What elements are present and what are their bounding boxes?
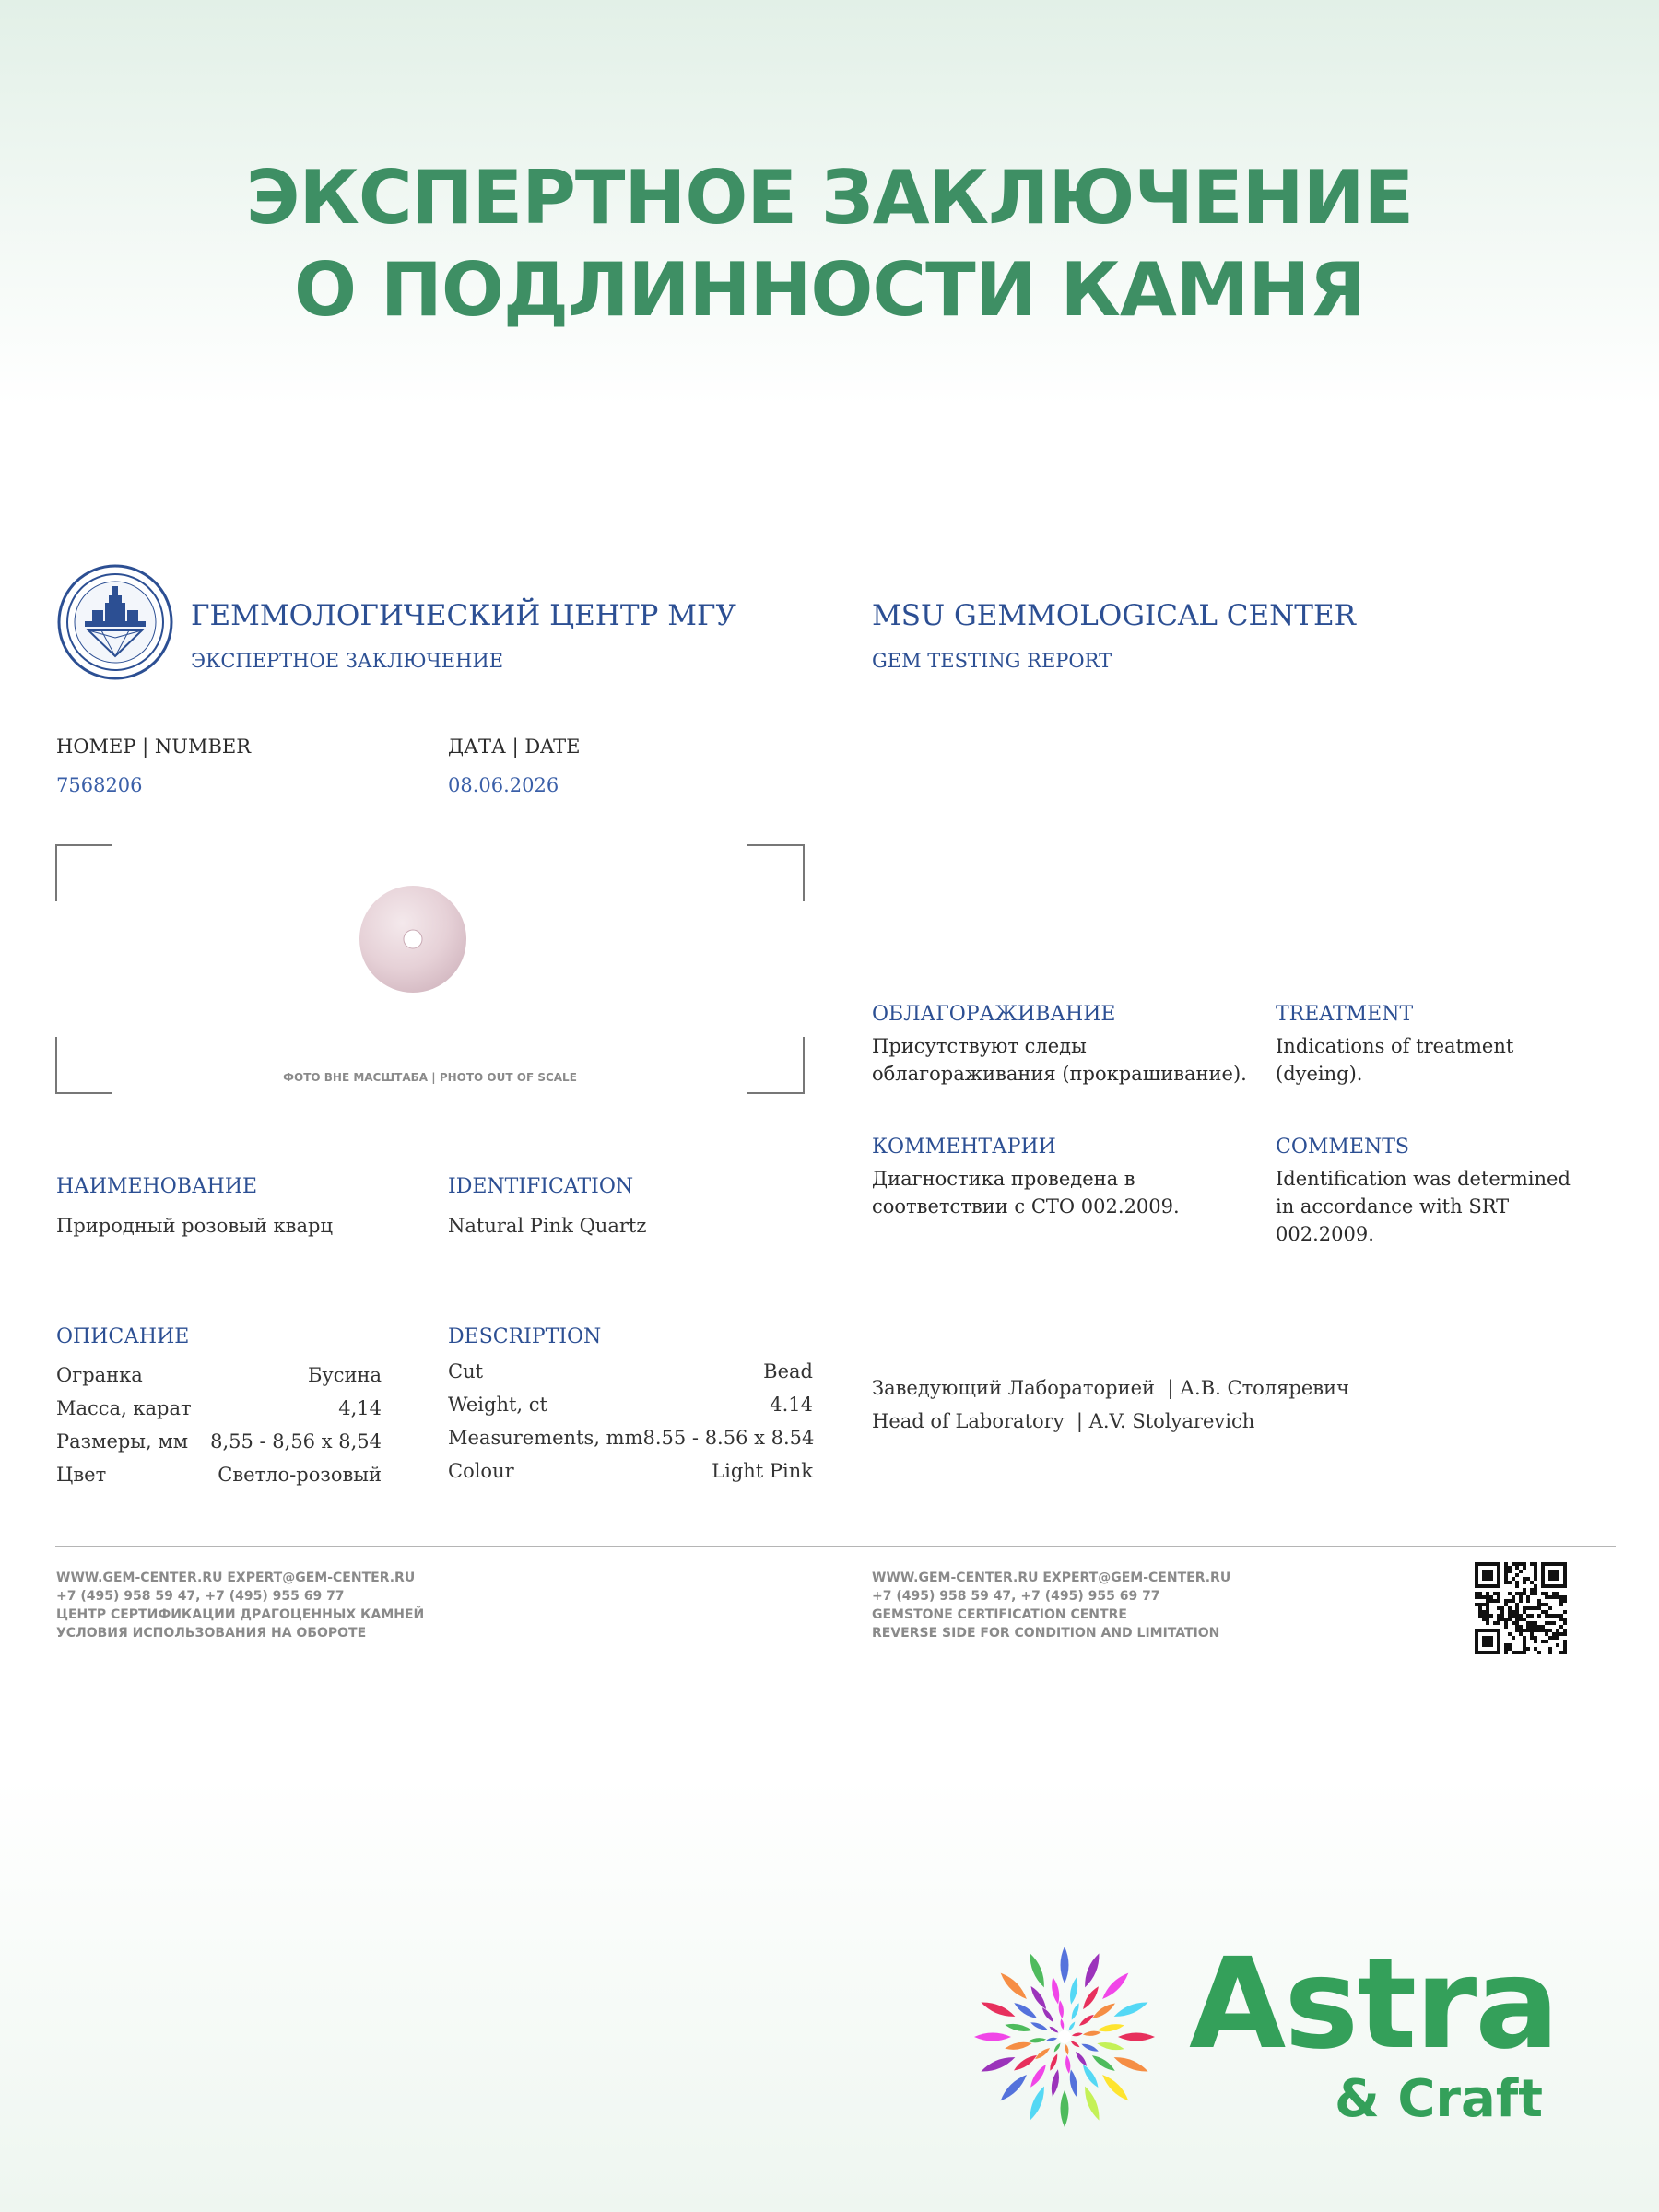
description-table-en [448, 1360, 813, 1493]
org-title-ru: ГЕММОЛОГИЧЕСКИЙ ЦЕНТР МГУ [191, 599, 736, 632]
footer-line: REVERSE SIDE FOR CONDITION AND LIMITATION [872, 1626, 1220, 1641]
description-value: Бусина [307, 1364, 382, 1386]
description-row [56, 1430, 382, 1464]
footer-line: WWW.GEM-CENTER.RU EXPERT@GEM-CENTER.RU [872, 1571, 1231, 1585]
frame-corner-top-right [747, 844, 805, 901]
description-key: Cut [448, 1360, 484, 1382]
footer-line: GEMSTONE CERTIFICATION CENTRE [872, 1607, 1127, 1622]
brand-suffix: & Craft [1335, 2069, 1543, 2129]
frame-corner-bottom-left [55, 1037, 112, 1094]
description-label-ru: ОПИСАНИЕ [56, 1325, 190, 1348]
description-value: 8,55 - 8,56 x 8,54 [210, 1430, 382, 1453]
identification-label-en: IDENTIFICATION [448, 1175, 634, 1198]
footer-en [872, 1569, 1230, 1642]
footer-line: +7 (495) 958 59 47, +7 (495) 955 69 77 [56, 1589, 345, 1604]
description-key: Огранка [56, 1364, 143, 1386]
comments-label-ru: КОММЕНТАРИИ [872, 1135, 1056, 1159]
photo-caption: ФОТО ВНЕ МАСШТАБА | PHOTO OUT OF SCALE [283, 1071, 577, 1084]
description-key: Цвет [56, 1464, 107, 1486]
description-row [448, 1427, 813, 1460]
description-value: Светло-розовый [218, 1464, 382, 1486]
signature-ru: Заведующий Лабораторией | А.В. Столяревич [872, 1377, 1349, 1399]
frame-corner-top-left [55, 844, 112, 901]
headline-line-2: О ПОДЛИННОСТИ КАМНЯ [294, 247, 1365, 333]
description-row [56, 1464, 382, 1497]
description-row [448, 1394, 813, 1427]
treatment-label-en: TREATMENT [1276, 1003, 1414, 1026]
frame-corner-bottom-right [747, 1037, 805, 1094]
comments-text-ru: Диагностика проведена в соответствии с СТО 002.2009. [872, 1168, 1180, 1218]
description-value: Light Pink [712, 1460, 813, 1482]
identification-label-ru: НАИМЕНОВАНИЕ [56, 1175, 258, 1198]
description-key: Размеры, мм [56, 1430, 189, 1453]
qr-code [1475, 1562, 1567, 1654]
footer-ru [56, 1569, 424, 1642]
description-row [448, 1460, 813, 1493]
description-key: Measurements, mm [448, 1427, 643, 1449]
footer-line: +7 (495) 958 59 47, +7 (495) 955 69 77 [872, 1589, 1160, 1604]
treatment-label-ru: ОБЛАГОРАЖИВАНИЕ [872, 1003, 1116, 1026]
footer-line: ЦЕНТР СЕРТИФИКАЦИИ ДРАГОЦЕННЫХ КАМНЕЙ [56, 1607, 425, 1622]
description-row [56, 1397, 382, 1430]
brand-name: Astra [1189, 1932, 1559, 2077]
headline-line-1: ЭКСПЕРТНОЕ ЗАКЛЮЧЕНИЕ [245, 155, 1414, 241]
footer-line: WWW.GEM-CENTER.RU EXPERT@GEM-CENTER.RU [56, 1571, 416, 1585]
stone-photo [358, 884, 468, 994]
identification-value-ru: Природный розовый кварц [56, 1215, 333, 1237]
footer-line: УСЛОВИЯ ИСПОЛЬЗОВАНИЯ НА ОБОРОТЕ [56, 1626, 367, 1641]
msu-seal-logo [57, 564, 173, 680]
description-value: 4.14 [770, 1394, 813, 1416]
comments-text-en: Identification was determined in accordance with SRT 002.2009. [1276, 1168, 1571, 1245]
astra-flower-logo-icon [954, 1926, 1175, 2147]
stone-photo-frame [55, 844, 805, 1094]
identification-value-en: Natural Pink Quartz [448, 1215, 647, 1237]
description-key: Масса, карат [56, 1397, 192, 1419]
description-table-ru [56, 1364, 382, 1497]
description-value: Bead [763, 1360, 813, 1382]
report-number: 7568206 [56, 774, 143, 796]
date-label: ДАТА | DATE [448, 735, 581, 758]
description-row [448, 1360, 813, 1394]
description-key: Colour [448, 1460, 514, 1482]
description-value: 4,14 [338, 1397, 382, 1419]
org-subtitle-en: GEM TESTING REPORT [872, 650, 1112, 672]
report-date: 08.06.2026 [448, 774, 559, 796]
description-row [56, 1364, 382, 1397]
treatment-text-en: Indications of treatment (dyeing). [1276, 1035, 1514, 1085]
description-label-en: DESCRIPTION [448, 1325, 602, 1348]
org-subtitle-ru: ЭКСПЕРТНОЕ ЗАКЛЮЧЕНИЕ [191, 650, 504, 672]
footer-divider [55, 1546, 1616, 1547]
signature-en: Head of Laboratory | A.V. Stolyarevich [872, 1410, 1255, 1432]
description-key: Weight, ct [448, 1394, 547, 1416]
comments-label-en: COMMENTS [1276, 1135, 1409, 1159]
description-value: 8.55 - 8.56 x 8.54 [642, 1427, 815, 1449]
treatment-text-ru: Присутствуют следы облагораживания (прокрашивание). [872, 1035, 1247, 1085]
number-label: НОМЕР | NUMBER [56, 735, 252, 758]
org-title-en: MSU GEMMOLOGICAL CENTER [872, 599, 1356, 632]
